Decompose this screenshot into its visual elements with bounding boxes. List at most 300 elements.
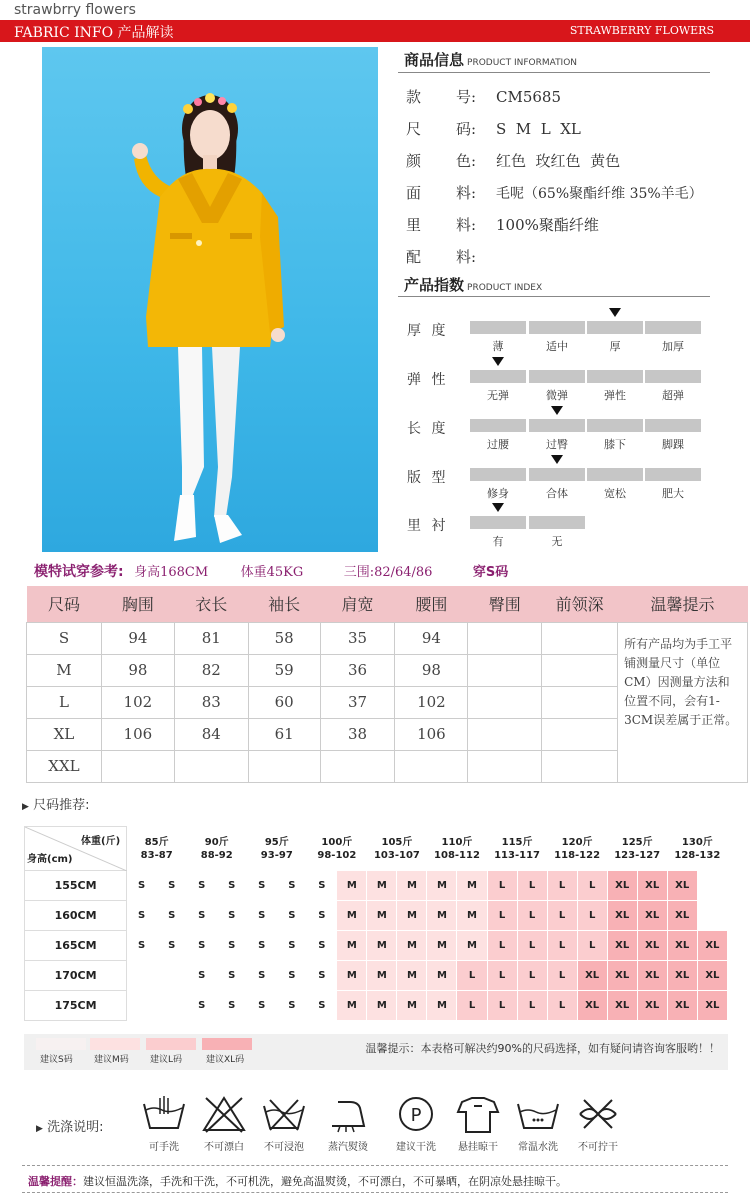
size-row [27, 622, 748, 654]
recommend-cell: XL [667, 961, 697, 991]
recommend-cell: S [217, 991, 247, 1021]
divider [398, 72, 710, 73]
recommend-cell: L [517, 871, 547, 901]
recommend-cell: M [337, 931, 367, 961]
recommend-cell: M [457, 931, 487, 961]
recommend-cell: S [307, 961, 337, 991]
index-segment [470, 419, 526, 432]
info-value: S M L XL [496, 120, 581, 138]
recommend-cell: XL [697, 961, 727, 991]
size-cell: 102 [395, 686, 468, 718]
recommend-cell: M [337, 901, 367, 931]
index-label: 弹 性 [407, 372, 449, 388]
weight-range: 128-132 [674, 849, 721, 861]
index-segment [587, 370, 643, 383]
size-cell: 35 [320, 622, 395, 654]
size-cell [320, 750, 395, 782]
index-option-label: 加厚 [662, 340, 684, 353]
selected-marker-icon [492, 357, 504, 366]
recommend-cell: M [337, 961, 367, 991]
info-value: CM5685 [496, 88, 562, 106]
recommend-cell [157, 991, 187, 1021]
recommend-cell: L [547, 931, 577, 961]
size-table [26, 586, 748, 783]
size-header-cell: 臀围 [468, 586, 542, 622]
recommend-cell: S [307, 901, 337, 931]
model-wear-size: 穿S码 [472, 565, 509, 580]
recommend-cell: S [187, 991, 217, 1021]
weight-range: 113-117 [494, 849, 540, 861]
size-legend [28, 1034, 728, 1070]
wash-label-text: 建议干洗 [396, 1142, 436, 1153]
size-cell [468, 718, 542, 750]
recommend-cell: XL [637, 961, 667, 991]
weight-header-cell [127, 827, 187, 871]
weight-range: 103-107 [373, 849, 420, 861]
index-option-label: 过臀 [546, 438, 568, 451]
recommend-cell: M [427, 961, 457, 991]
weight-value: 130斤 [681, 836, 713, 848]
legend-label: 建议S码 [40, 1055, 73, 1065]
size-cell: 94 [101, 622, 174, 654]
recommend-cell: M [397, 961, 427, 991]
size-cell [468, 622, 542, 654]
index-label: 版 型 [407, 470, 449, 486]
legend-swatch [36, 1038, 86, 1050]
info-key: 料: [456, 248, 477, 266]
weight-range: 83-87 [140, 849, 173, 861]
recommend-corner [25, 827, 127, 871]
weight-header-cell [247, 827, 307, 871]
recommend-cell: L [517, 991, 547, 1021]
index-option-label: 有 [492, 535, 504, 548]
wash-label-text: 蒸汽熨烫 [328, 1142, 368, 1153]
recommend-cell: XL [577, 961, 607, 991]
info-row-lining [406, 214, 599, 235]
product-info-title-text: 商品信息 [404, 51, 465, 69]
info-key: 颜 [406, 152, 422, 170]
info-key: 号: [456, 88, 477, 106]
weight-range: 118-122 [554, 849, 601, 861]
index-segment [470, 516, 526, 529]
size-header-cell: 尺码 [27, 586, 102, 622]
size-cell [101, 750, 174, 782]
index-segment [529, 419, 585, 432]
recommend-cell: L [547, 991, 577, 1021]
size-cell: 102 [101, 686, 174, 718]
index-option-label: 宽松 [604, 487, 626, 500]
recommend-cell: L [487, 931, 517, 961]
height-cell: 170CM [25, 961, 127, 991]
brand-title: STRAWBERRY FLOWERS [569, 24, 714, 37]
wash-title [36, 1116, 103, 1135]
size-cell [248, 750, 320, 782]
recommend-cell: XL [607, 901, 637, 931]
size-header-cell: 腰围 [395, 586, 468, 622]
model-weight: 体重45KG [240, 565, 304, 580]
recommend-cell: S [217, 901, 247, 931]
recommend-cell: M [367, 931, 397, 961]
index-segment [587, 468, 643, 481]
selected-marker-icon [609, 308, 621, 317]
product-index-title-text: 产品指数 [404, 276, 465, 294]
recommend-cell: S [307, 991, 337, 1021]
index-option-label: 修身 [487, 487, 509, 500]
weight-header-cell [367, 827, 427, 871]
product-info-title [404, 49, 577, 70]
recommend-cell: M [397, 931, 427, 961]
recommend-cell: S [277, 931, 307, 961]
info-value: 100%聚酯纤维 [496, 216, 599, 234]
info-value: 红色 玫红色 黄色 [496, 152, 621, 170]
triangle-icon: ▶ [22, 802, 29, 812]
weight-header-cell [427, 827, 487, 871]
size-recommend-label: 尺码推荐: [33, 798, 90, 813]
recommend-cell: M [457, 871, 487, 901]
selected-marker-icon [551, 455, 563, 464]
steam-iron-icon [324, 1094, 372, 1134]
index-segment [529, 370, 585, 383]
info-key: 料: [456, 184, 477, 202]
recommend-cell: L [487, 901, 517, 931]
size-cell [395, 750, 468, 782]
model-reference [34, 561, 508, 581]
index-segment [529, 321, 585, 334]
size-cell: 36 [320, 654, 395, 686]
selected-marker-icon [492, 503, 504, 512]
recommend-row [25, 961, 728, 991]
recommend-cell: S [217, 931, 247, 961]
recommend-cell: XL [697, 931, 727, 961]
recommend-cell: XL [667, 901, 697, 931]
weight-range: 98-102 [317, 849, 357, 861]
size-header-cell: 袖长 [248, 586, 320, 622]
height-cell: 155CM [25, 871, 127, 901]
care-reminder [22, 1165, 728, 1193]
size-cell: 60 [248, 686, 320, 718]
weight-value: 120斤 [561, 836, 593, 848]
legend-label: 建议L码 [150, 1055, 183, 1065]
recommend-cell: M [367, 961, 397, 991]
index-segment [645, 370, 701, 383]
weight-header-cell [607, 827, 667, 871]
recommend-cell: S [277, 901, 307, 931]
recommend-header [25, 827, 728, 871]
hand-wash-icon [140, 1094, 188, 1134]
weight-value: 85斤 [144, 836, 169, 848]
recommend-cell: XL [607, 961, 637, 991]
recommend-cell: S [127, 871, 157, 901]
size-tip: 所有产品均为手工平铺测量尺寸（单位CM）因测量方法和位置不同，会有1-3CM误差属于正常。 [618, 622, 748, 782]
info-key: 尺 [406, 120, 422, 138]
index-option-label: 脚踝 [662, 438, 684, 451]
size-recommend-table [24, 826, 728, 1021]
wash-label-text: 不可漂白 [204, 1142, 244, 1153]
index-segment [470, 370, 526, 383]
recommend-row [25, 991, 728, 1021]
recommend-cell: XL [577, 991, 607, 1021]
legend-label: 建议M码 [94, 1055, 129, 1065]
recommend-cell: S [247, 871, 277, 901]
index-segment [587, 419, 643, 432]
size-cell [542, 750, 618, 782]
recommend-cell: L [517, 961, 547, 991]
hang-dry-icon [454, 1094, 502, 1134]
recommend-cell: S [307, 931, 337, 961]
size-cell [542, 654, 618, 686]
recommend-cell: S [247, 901, 277, 931]
triangle-icon: ▶ [36, 1124, 43, 1134]
care-reminder-label: 温馨提醒： [28, 1175, 83, 1188]
recommend-cell: S [277, 961, 307, 991]
wash-label: 洗涤说明: [47, 1120, 104, 1135]
legend-swatch [90, 1038, 140, 1050]
weight-value: 115斤 [501, 836, 533, 848]
height-cell: 175CM [25, 991, 127, 1021]
recommend-cell [127, 961, 157, 991]
recommend-row [25, 931, 728, 961]
size-cell: 61 [248, 718, 320, 750]
size-header-cell: 前领深 [542, 586, 618, 622]
recommend-cell: XL [637, 901, 667, 931]
weight-header-cell [667, 827, 727, 871]
weight-header-cell [307, 827, 367, 871]
info-row-fabric [406, 182, 703, 203]
size-cell: XXL [27, 750, 102, 782]
recommend-cell: M [397, 901, 427, 931]
weight-value: 105斤 [381, 836, 413, 848]
size-cell: 106 [395, 718, 468, 750]
size-cell: 106 [101, 718, 174, 750]
info-key: 码: [456, 120, 477, 138]
recommend-cell: S [157, 871, 187, 901]
weight-range: 123-127 [614, 849, 661, 861]
size-cell: 94 [395, 622, 468, 654]
weight-header-cell [547, 827, 607, 871]
weight-header-cell [487, 827, 547, 871]
recommend-cell: M [427, 901, 457, 931]
info-key: 里 [406, 216, 422, 234]
info-key: 面 [406, 184, 422, 202]
recommend-cell: S [277, 871, 307, 901]
dry-clean-icon [392, 1094, 440, 1134]
size-cell [542, 622, 618, 654]
index-option-label: 膝下 [604, 438, 626, 451]
size-cell: 82 [174, 654, 248, 686]
recommend-cell: L [517, 901, 547, 931]
recommend-cell: M [337, 991, 367, 1021]
size-cell [542, 686, 618, 718]
wash-label-text: 不可拧干 [578, 1142, 618, 1153]
size-cell: XL [27, 718, 102, 750]
height-cell: 160CM [25, 901, 127, 931]
recommend-cell: M [457, 901, 487, 931]
recommend-cell: S [157, 901, 187, 931]
recommend-cell: M [367, 991, 397, 1021]
recommend-tip: 温馨提示：本表格可解决约90%的尺码选择，如有疑问请咨询客服哟！！ [365, 1042, 720, 1055]
model-label: 模特试穿参考: [34, 564, 124, 580]
recommend-cell: M [427, 871, 457, 901]
recommend-cell: XL [607, 991, 637, 1021]
info-row-accessory [406, 246, 496, 267]
index-option-label: 无 [551, 535, 563, 548]
recommend-row [25, 871, 728, 901]
index-label: 里 衬 [407, 518, 449, 534]
height-axis-label: 身高(cm) [27, 854, 73, 865]
recommend-cell: M [337, 871, 367, 901]
size-cell: 98 [101, 654, 174, 686]
size-header-cell: 肩宽 [320, 586, 395, 622]
recommend-cell: XL [637, 871, 667, 901]
no-soak-icon [260, 1094, 308, 1134]
fabric-info-title: FABRIC INFO 产品解读 [14, 25, 174, 41]
index-label: 长 度 [407, 421, 449, 437]
weight-value: 125斤 [621, 836, 653, 848]
weight-range: 88-92 [200, 849, 233, 861]
recommend-cell: L [487, 991, 517, 1021]
size-cell: S [27, 622, 102, 654]
height-cell: 165CM [25, 931, 127, 961]
svg-text:P: P [410, 1105, 422, 1126]
recommend-cell: XL [667, 871, 697, 901]
product-info-subtitle: PRODUCT INFORMATION [467, 58, 578, 68]
recommend-cell: L [487, 961, 517, 991]
recommend-cell: XL [607, 931, 637, 961]
wash-label-text: 不可浸泡 [264, 1142, 304, 1153]
recommend-cell: L [547, 871, 577, 901]
recommend-cell: S [157, 931, 187, 961]
index-segment [529, 516, 585, 529]
index-option-label: 薄 [492, 340, 504, 353]
index-option-label: 微弹 [546, 389, 568, 402]
size-cell [468, 686, 542, 718]
recommend-cell: S [187, 901, 217, 931]
recommend-cell: L [517, 931, 547, 961]
index-option-label: 肥大 [662, 487, 684, 500]
wash-label-text: 常温水洗 [518, 1142, 558, 1153]
info-key: 配 [406, 248, 422, 266]
product-index-title [404, 274, 542, 295]
recommend-cell: XL [637, 931, 667, 961]
weight-value: 95斤 [264, 836, 289, 848]
recommend-cell: XL [607, 871, 637, 901]
weight-range: 93-97 [260, 849, 293, 861]
recommend-cell: M [427, 931, 457, 961]
recommend-cell: S [187, 931, 217, 961]
recommend-cell: S [187, 961, 217, 991]
recommend-cell [697, 871, 727, 901]
recommend-cell: S [307, 871, 337, 901]
recommend-cell: XL [667, 991, 697, 1021]
index-segment [529, 468, 585, 481]
weight-header-cell [187, 827, 247, 871]
size-header-cell: 温馨提示 [618, 586, 748, 622]
recommend-cell: L [577, 901, 607, 931]
recommend-cell: XL [697, 991, 727, 1021]
recommend-cell [697, 901, 727, 931]
index-segment [470, 468, 526, 481]
index-segment [645, 321, 701, 334]
index-option-label: 合体 [546, 487, 568, 500]
recommend-cell: XL [637, 991, 667, 1021]
recommend-cell: L [547, 901, 577, 931]
info-key: 色: [456, 152, 477, 170]
size-cell: 98 [395, 654, 468, 686]
index-segment [645, 419, 701, 432]
recommend-cell: L [457, 991, 487, 1021]
no-bleach-icon [200, 1094, 248, 1134]
divider [398, 296, 710, 297]
size-cell: M [27, 654, 102, 686]
size-recommend-title [22, 794, 89, 813]
size-cell: 83 [174, 686, 248, 718]
recommend-cell: S [277, 991, 307, 1021]
index-segment [645, 468, 701, 481]
recommend-cell: S [127, 901, 157, 931]
recommend-cell: M [397, 991, 427, 1021]
size-cell: 38 [320, 718, 395, 750]
recommend-cell: S [217, 961, 247, 991]
recommend-cell: S [187, 871, 217, 901]
model-illustration [42, 47, 378, 552]
recommend-cell: L [577, 871, 607, 901]
size-cell: 59 [248, 654, 320, 686]
info-row-color [406, 150, 620, 171]
care-reminder-text: 建议恒温洗涤，手洗和干洗，不可机洗，避免高温熨烫，不可漂白，不可暴晒，在阴凉处悬挂晾干。 [83, 1175, 567, 1188]
info-row-style [406, 86, 561, 107]
index-label: 厚 度 [407, 323, 449, 339]
recommend-cell: M [367, 871, 397, 901]
legend-swatch [202, 1038, 252, 1050]
size-cell [174, 750, 248, 782]
recommend-cell: M [397, 871, 427, 901]
model-height: 身高168CM [134, 565, 209, 580]
recommend-cell: S [247, 991, 277, 1021]
weight-axis-label: 体重(斤) [81, 836, 121, 847]
info-value: 毛呢（65%聚酯纤维 35%羊毛） [496, 186, 703, 202]
size-header-cell: 胸围 [101, 586, 174, 622]
recommend-row [25, 901, 728, 931]
recommend-cell: S [127, 931, 157, 961]
size-cell: 84 [174, 718, 248, 750]
recommend-cell: M [427, 991, 457, 1021]
recommend-cell: L [487, 871, 517, 901]
legend-swatch [146, 1038, 196, 1050]
info-key: 款 [406, 88, 422, 106]
info-key: 料: [456, 216, 477, 234]
size-cell [468, 750, 542, 782]
recommend-cell: S [217, 871, 247, 901]
index-segment [587, 321, 643, 334]
info-row-size [406, 118, 581, 139]
model-measurements: 三围:82/64/86 [343, 565, 433, 580]
size-cell [542, 718, 618, 750]
size-cell: 37 [320, 686, 395, 718]
recommend-cell: S [247, 961, 277, 991]
no-wring-icon [574, 1094, 622, 1134]
weight-value: 100斤 [321, 836, 353, 848]
index-option-label: 厚 [609, 340, 621, 353]
size-cell [468, 654, 542, 686]
model-photo [42, 47, 378, 552]
recommend-cell: L [457, 961, 487, 991]
recommend-cell [157, 961, 187, 991]
selected-marker-icon [551, 406, 563, 415]
size-cell: 58 [248, 622, 320, 654]
weight-range: 108-112 [434, 849, 480, 861]
size-cell: L [27, 686, 102, 718]
product-index-subtitle: PRODUCT INDEX [467, 283, 543, 293]
